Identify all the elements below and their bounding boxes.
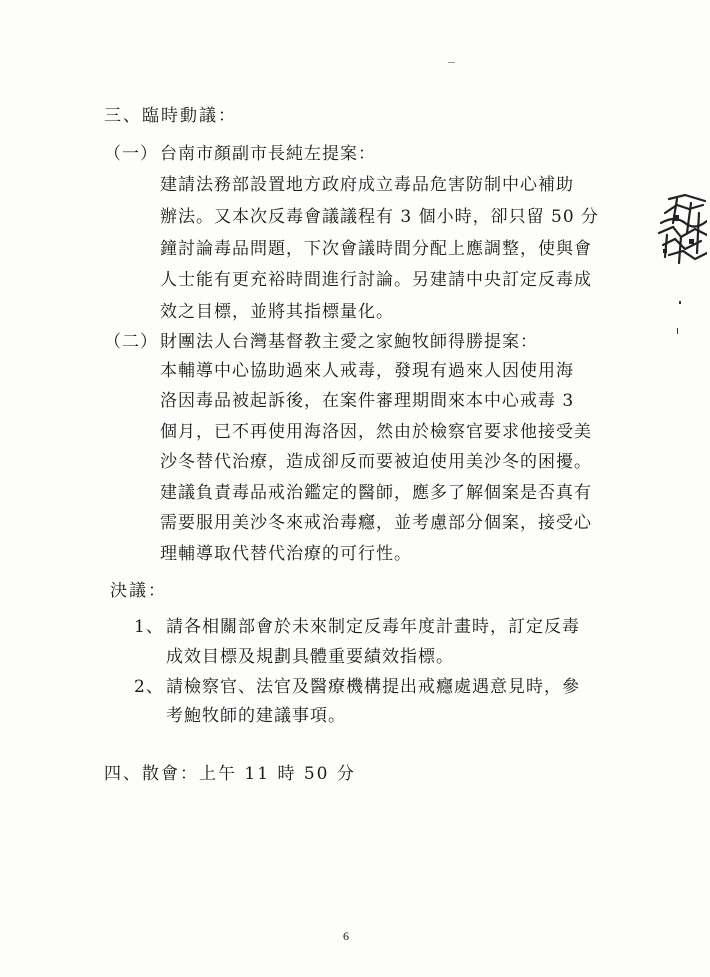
resolution-item-number: 2、 bbox=[134, 677, 164, 697]
motion-one-title: 台南市顏副市長純左提案： bbox=[160, 144, 376, 164]
motion-two-marker: （二） bbox=[104, 332, 158, 352]
motion-two-line: 需要服用美沙冬來戒治毒癮，並考慮部分個案，接受心 bbox=[160, 513, 592, 533]
resolution-item-line: 考鮑牧師的建議事項。 bbox=[166, 706, 346, 726]
page-number: 6 bbox=[343, 929, 349, 943]
motion-one-marker: （一） bbox=[104, 144, 158, 164]
motion-one-line: 鐘討論毒品問題，下次會議時間分配上應調整，使與會 bbox=[160, 239, 592, 259]
scan-mark bbox=[679, 301, 681, 304]
section-four-heading: 四、散會：上午 11 時 50 分 bbox=[104, 764, 356, 784]
resolution-item-number: 1、 bbox=[134, 617, 164, 637]
motion-one-line: 效之目標，並將其指標量化。 bbox=[160, 302, 394, 322]
scan-mark bbox=[677, 328, 678, 334]
motion-two-line: 建議負責毒品戒治鑑定的醫師，應多了解個案是否真有 bbox=[160, 483, 592, 503]
motion-two-line: 沙冬替代治療，造成卻反而要被迫使用美沙冬的困擾。 bbox=[160, 452, 592, 472]
motion-one-line: 辦法。又本次反毒會議議程有 3 個小時，卻只留 50 分 bbox=[160, 207, 600, 227]
motion-two-line: 理輔導取代替代治療的可行性。 bbox=[160, 544, 412, 564]
motion-one-line: 建請法務部設置地方政府成立毒品危害防制中心補助 bbox=[160, 175, 574, 195]
motion-two-line: 本輔導中心協助過來人戒毒，發現有過來人因使用海 bbox=[160, 361, 574, 381]
resolution-item-line: 請檢察官、法官及醫療機構提出戒癮處遇意見時，參 bbox=[166, 677, 580, 697]
motion-two-line: 洛因毒品被起訴後，在案件審理期間來本中心戒毒 3 bbox=[160, 391, 575, 411]
resolution-heading: 決議： bbox=[110, 581, 167, 601]
motion-two-line: 個月，已不再使用海洛因，然由於檢察官要求他接受美 bbox=[160, 422, 592, 442]
resolution-item-line: 成效目標及規劃具體重要績效指標。 bbox=[166, 647, 454, 667]
section-three-heading: 三、臨時動議： bbox=[104, 106, 237, 126]
resolution-item-line: 請各相關部會於未來制定反毒年度計畫時，訂定反毒 bbox=[166, 617, 580, 637]
seal-stamp-icon bbox=[655, 193, 707, 265]
motion-one-line: 人士能有更充裕時間進行討論。另建請中央訂定反毒成 bbox=[160, 270, 592, 290]
motion-two-title: 財團法人台灣基督教主愛之家鮑牧師得勝提案： bbox=[160, 332, 538, 352]
scan-mark bbox=[448, 62, 455, 63]
